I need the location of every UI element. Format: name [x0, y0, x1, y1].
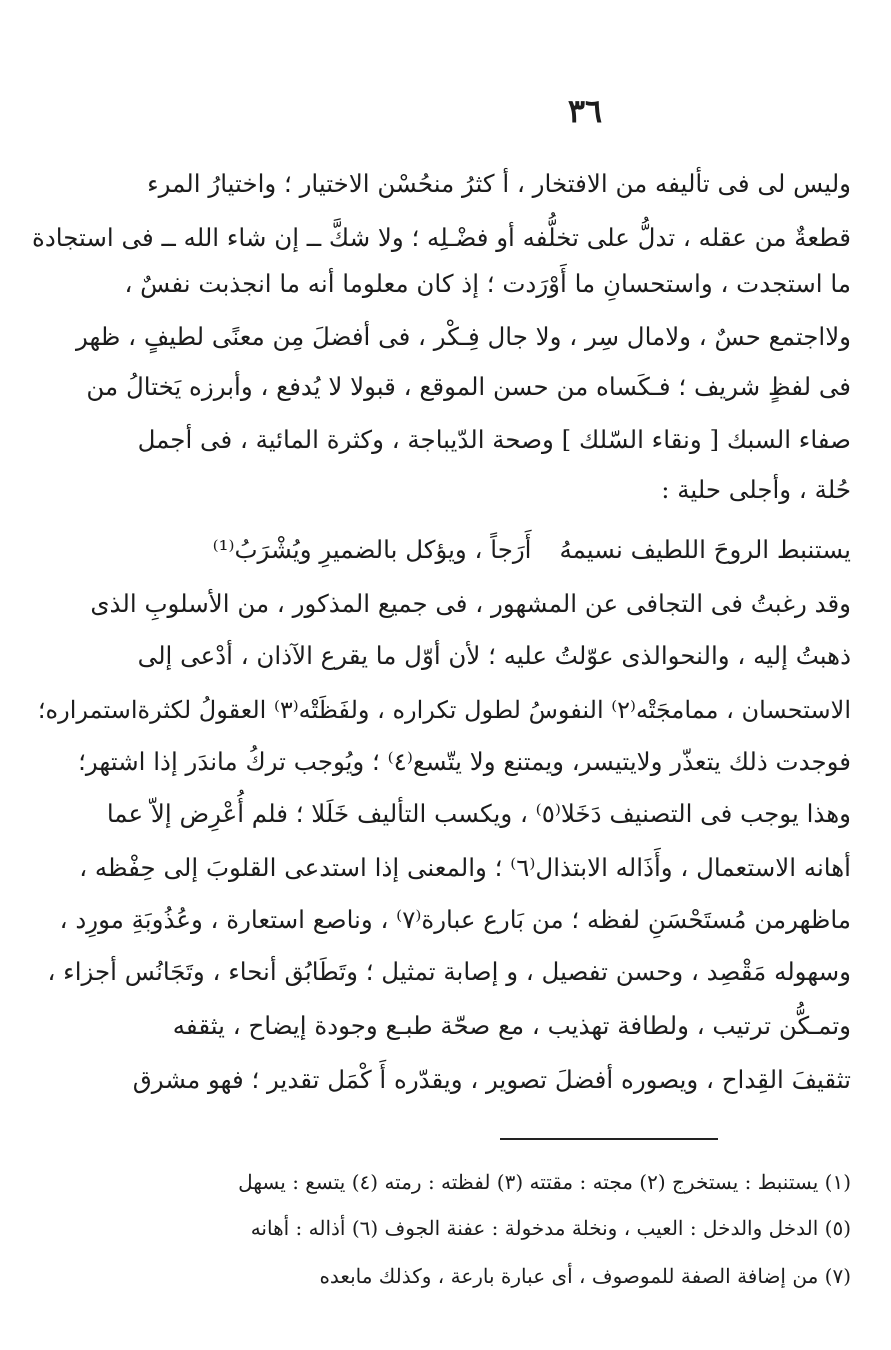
text-line-6: صفاء السبك [ ونقاء السّلك ] وصحة الدّيباجة ، وكثرة المائية ، فى أجمل — [137, 425, 851, 454]
poetry-verse — [91, 528, 851, 572]
text-line-4: ولااجتمع حسٌ ، ولامال سِر ، ولا جال فِـكْر ، فى أفضلَ مِن معنًى لطيفٍ ، ظهر — [76, 322, 851, 351]
text-line-14: ماظهرمن مُستَحْسَنِ لفظه ؛ من بَارع عبارة⁽٧⁾ ، وناصع استعارة ، وعُذُوبَةِ مورِد ، — [59, 905, 851, 934]
text-line-5: فى لفظٍ شريف ؛ فـكَساه من حسن الموقع ، قبولا لا يُدفع ، وأبرزه يَختالُ من — [86, 372, 851, 401]
text-line-17: تثقيفَ القِداح ، ويصوره أفضلَ تصوير ، ويقدّره أَ كْمَل تقدير ؛ فهو مشرق — [132, 1065, 851, 1094]
text-line-8: وقد رغبتُ فى التجافى عن المشهور ، فى جميع المذكور ، من الأسلوبِ الذى — [90, 589, 851, 618]
text-line-2: قطعةٌ من عقله ، تدلُّ على تخلُّفه أو فضْـلِه ؛ ولا شكَّ ــ إن شاء الله ــ فى استجادة — [31, 223, 851, 252]
text-line-15: وسهوله مَقْصِد ، وحسن تفصيل ، و إصابة تمثيل ؛ وتَطَابُق أنحاء ، وتَجَانُس أجزاء ، — [47, 957, 851, 986]
text-line-12: وهذا يوجب فى التصنيف دَخَلا⁽٥⁾ ، ويكسب التأليف خَلَلا ؛ فلم أُعْرِض إلاّ عما — [106, 799, 851, 828]
verse-first-hemistich: يستنبط الروحَ اللطيف نسيمهُ — [559, 535, 851, 564]
verse-second-hemistich: أَرَجاً ، ويؤكل بالضميرِ ويُشْرَبُ⁽¹⁾ — [212, 535, 532, 564]
footnote-line-2: (٥) الدخل والدخل : العيب ، ونخلة مدخولة : عفنة الجوف (٦) أذاله : أهانه — [250, 1216, 851, 1240]
text-line-7: حُلة ، وأجلى حلية : — [661, 475, 851, 504]
text-line-1: وليس لى فى تأليفه من الافتخار ، أ كثرُ منحُسْن الاختيار ؛ واختيارُ المرء — [147, 169, 851, 198]
page-number: ٣٦ — [567, 92, 603, 130]
footnote-line-3: (٧) من إضافة الصفة للموصوف ، أى عبارة بارعة ، وكذلك مابعده — [319, 1264, 851, 1288]
footnote-line-1: (١) يستنبط : يستخرج (٢) مجته : مقتته (٣) لفظته : رمته (٤) يتسع : يسهل — [238, 1170, 851, 1194]
text-line-9: ذهبتُ إليه ، والنحوالذى عوّلتُ عليه ؛ لأن أوّل ما يقرع الآذان ، أدْعى إلى — [137, 641, 851, 670]
text-line-11: فوجدت ذلك يتعذّر ولايتيسر، ويمتنع ولا يتّسع⁽٤⁾ ؛ ويُوجب تركُ ماندَر إذا اشتهر؛ — [78, 747, 851, 776]
text-line-16: وتمـكُّن ترتيب ، ولطافة تهذيب ، مع صحّة طبـع وجودة إيضاح ، يثقفه — [172, 1011, 851, 1040]
footnote-separator — [500, 1138, 718, 1140]
text-line-10: الاستحسان ، ممامجَتْه⁽٢⁾ النفوسُ لطول تكراره ، ولفَظَتْه⁽٣⁾ العقولُ لكثرةاستمراره؛ — [37, 696, 851, 724]
text-line-3: ما استجدت ، واستحسانِ ما أَوْرَدت ؛ إذ كان معلوما أنه ما انجذبت نفسٌ ، — [124, 269, 851, 298]
text-line-13: أهانه الاستعمال ، وأَذَاله الابتذال⁽٦⁾ ؛ والمعنى إذا استدعى القلوبَ إلى حِفْظه ، — [79, 853, 851, 882]
